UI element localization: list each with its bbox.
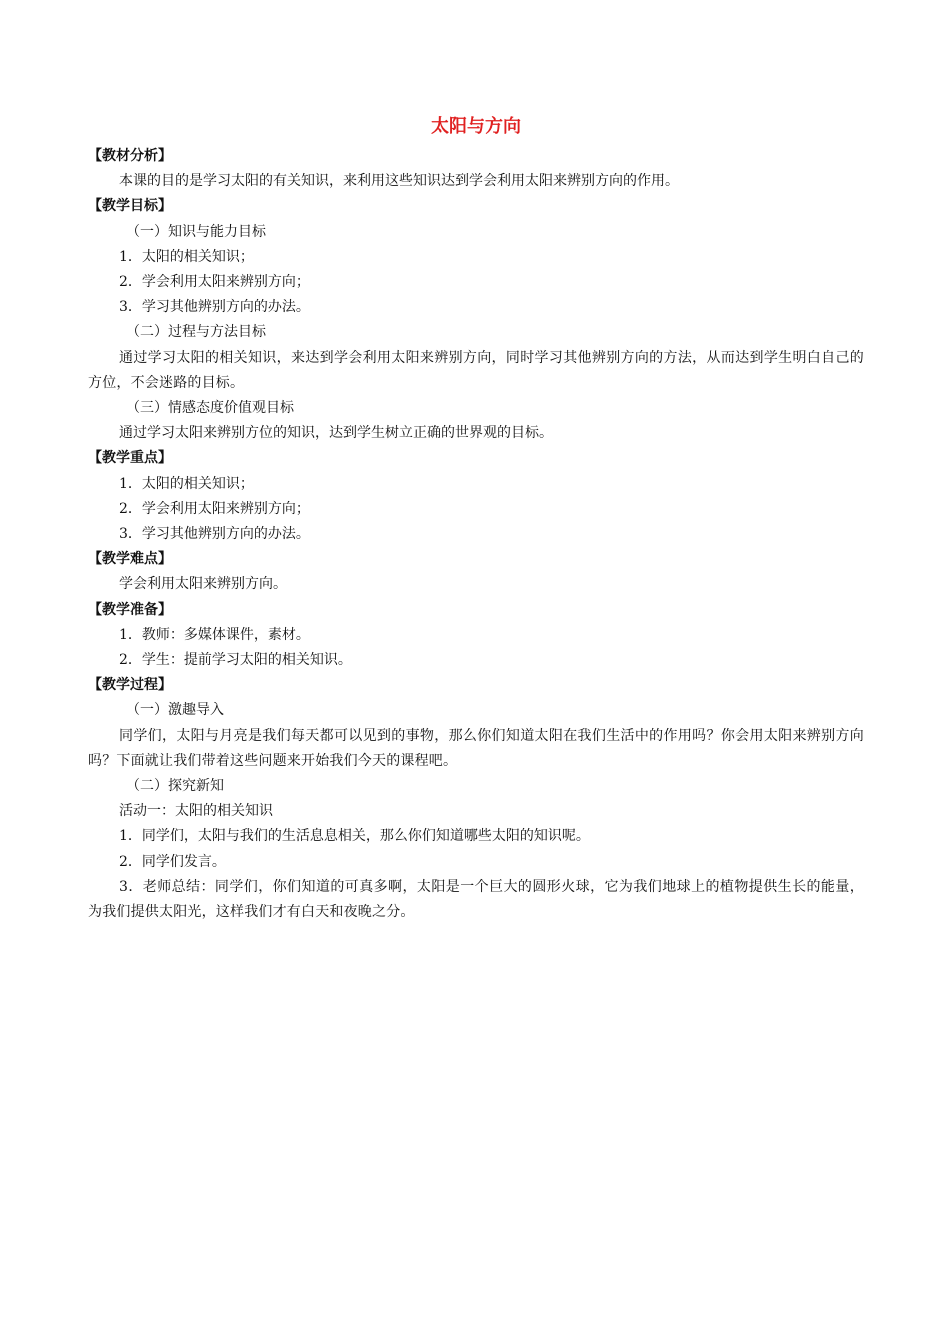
process-intro-paragraph: 同学们，太阳与月亮是我们每天都可以见到的事物，那么你们知道太阳在我们生活中的作用吗？你会用太阳来辨别方向吗？下面就让我们带着这些问题来开始我们今天的课程吧。: [88, 727, 864, 769]
key-points-item-1: 1．太阳的相关知识；: [119, 475, 254, 492]
section-heading-key-points: 【教学重点】: [88, 450, 172, 467]
section-heading-difficulty: 【教学难点】: [88, 551, 172, 568]
goals-item-1: 1．太阳的相关知识；: [119, 248, 254, 265]
difficulty-text: 学会利用太阳来辨别方向。: [119, 576, 287, 593]
key-points-item-2: 2．学会利用太阳来辨别方向；: [119, 500, 310, 517]
process-subheading-intro: （一）激趣导入: [126, 702, 224, 719]
goals-attitude-text: 通过学习太阳来辨别方位的知识，达到学生树立正确的世界观的目标。: [119, 425, 553, 442]
process-item-1: 1．同学们，太阳与我们的生活息息相关，那么你们知道哪些太阳的知识呢。: [119, 828, 590, 845]
process-item-3: 3．老师总结：同学们，你们知道的可真多啊，太阳是一个巨大的圆形火球，它为我们地球上的植物提供生长的能量，为我们提供太阳光，这样我们才有白天和夜晚之分。: [88, 878, 864, 921]
section-heading-goals: 【教学目标】: [88, 198, 172, 215]
document-page: [88, 112, 864, 925]
preparation-item-1: 1．教师：多媒体课件，素材。: [119, 626, 310, 643]
process-activity-title: 活动一：太阳的相关知识: [119, 803, 273, 820]
section-heading-preparation: 【教学准备】: [88, 601, 172, 618]
goals-subheading-knowledge: （一）知识与能力目标: [126, 223, 266, 240]
process-item-2: 2．同学们发言。: [119, 853, 226, 870]
goals-process-paragraph: 通过学习太阳的相关知识，来达到学会利用太阳来辨别方向，同时学习其他辨别方向的方法，从而达到学生明白自己的方位，不会迷路的目标。: [88, 349, 864, 391]
goals-item-3: 3．学习其他辨别方向的办法。: [119, 299, 310, 316]
section-heading-analysis: 【教材分析】: [88, 148, 172, 164]
goals-subheading-attitude: （三）情感态度价值观目标: [126, 400, 294, 417]
section-heading-process: 【教学过程】: [88, 677, 172, 694]
preparation-item-2: 2．学生：提前学习太阳的相关知识。: [119, 652, 352, 669]
analysis-text: 本课的目的是学习太阳的有关知识，来利用这些知识达到学会利用太阳来辨别方向的作用。: [119, 173, 679, 190]
goals-subheading-process: （二）过程与方法目标: [126, 324, 266, 341]
document-title: 太阳与方向: [431, 116, 521, 137]
goals-item-2: 2．学会利用太阳来辨别方向；: [119, 274, 310, 291]
key-points-item-3: 3．学习其他辨别方向的办法。: [119, 526, 310, 543]
process-subheading-explore: （二）探究新知: [126, 778, 224, 795]
